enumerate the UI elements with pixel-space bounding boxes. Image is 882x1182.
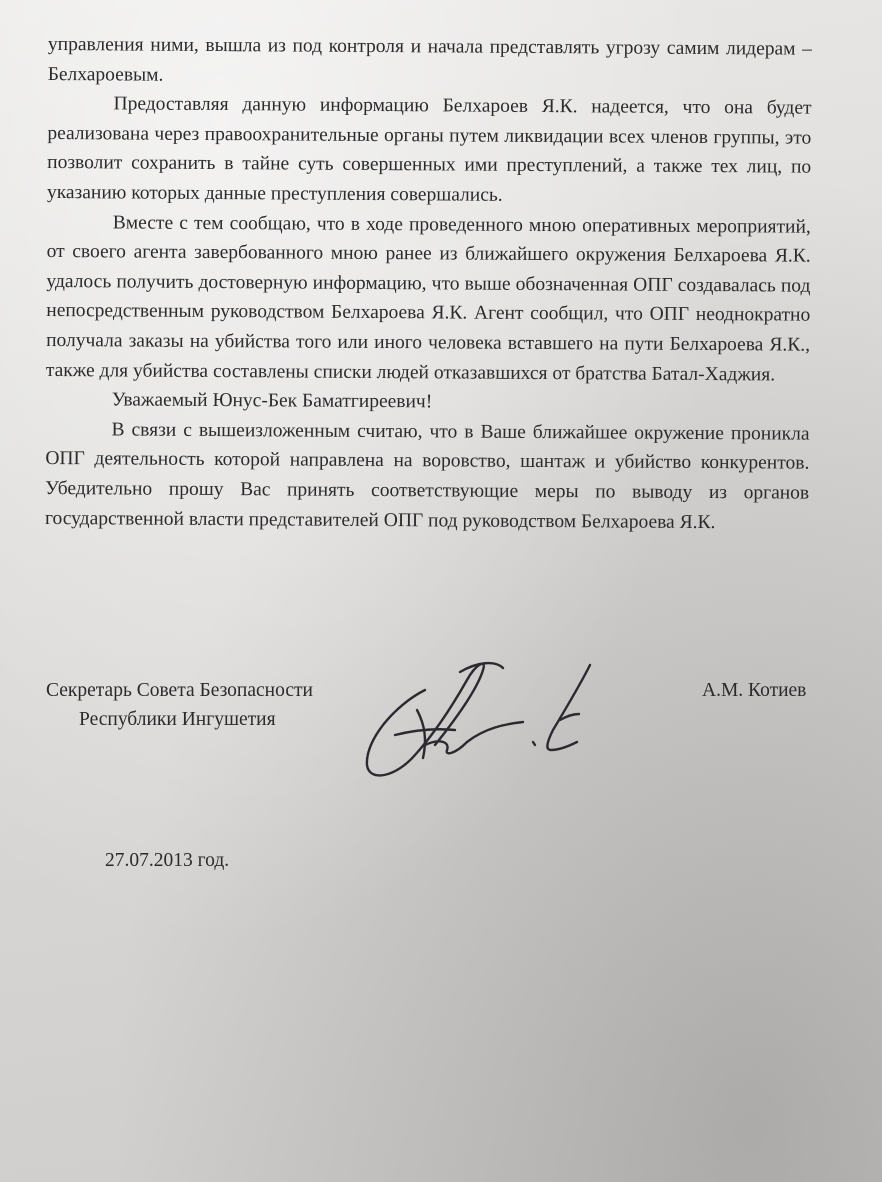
handwritten-signature: [355, 650, 615, 785]
paragraph-intro: управления ними, вышла из под контроля и начала представлять угрозу самим лидерам – Белхароевым.: [47, 33, 812, 86]
salutation: Уважаемый Юнус-Бек Баматгиреевич!: [111, 389, 433, 413]
paragraph-agent-report: Вместе с тем сообщаю, что в ходе проведенного мною оперативных мероприятий, от своего агента завербованного мною ранее из ближайшего окружения Белхароева Я.К. удалось получить достоверную информацию, что выше обозначенная ОПГ создавалась под непосредственным руководством Белхароева Я.К. Агент сообщил, что ОПГ неоднократно получала заказы на убийства того или иного человека вставшего на пути Белхароева Я.К., также для убийства составлены списки людей отказавшихся от братства Батал-Хаджия.: [45, 211, 811, 385]
paragraph-belkharoev-hope: Предоставляя данную информацию Белхароев Я.К. надеется, что она будет реализована через правоохранительные органы путем ликвидации всех членов группы, это позволит сохранить в тайне суть совершенных ими преступлений, а также тех лиц, по указанию которых данные преступления совершались.: [46, 93, 812, 206]
signatory-title-line-1: Секретарь Совета Безопасности: [46, 680, 313, 701]
signatory-name: А.М. Котиев: [702, 680, 807, 701]
document-date: 27.07.2013 год.: [105, 850, 230, 871]
signatory-title-line-2: Республики Ингушетия: [79, 709, 276, 730]
letter-body: [45, 30, 812, 538]
paragraph-request: В связи с вышеизложенным считаю, что в Ваше ближайшее окружение проникла ОПГ деятельность которой направлена на воровство, шантаж и убийство конкурентов. Убедительно прошу Вас принять соответствующие меры по выводу из органов государственной власти представителей ОПГ под руководством Белхароева Я.К.: [44, 419, 810, 533]
signatory-title: [46, 676, 346, 734]
